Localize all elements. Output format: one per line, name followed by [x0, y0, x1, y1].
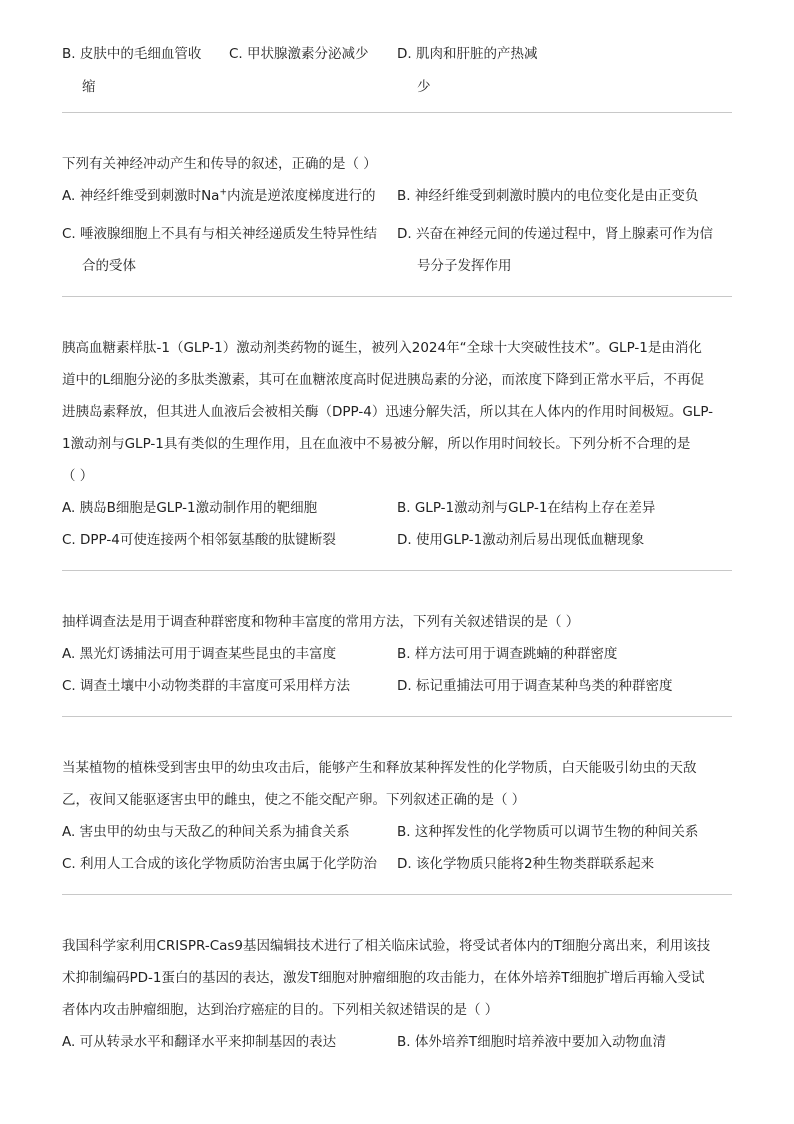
q3-option-a: A. 黑光灯诱捕法可用于调查某些昆虫的丰富度 — [62, 646, 337, 662]
q1-option-d-line1: D. 兴奋在神经元间的传递过程中，肾上腺素可作为信 — [397, 226, 713, 242]
q5-option-a: A. 可从转录水平和翻译水平来抑制基因的表达 — [62, 1034, 337, 1050]
q3-option-c: C. 调查土壤中小动物类群的丰富度可采用样方法 — [62, 678, 351, 694]
q1-option-c-line2: 合的受体 — [82, 258, 136, 274]
q0-option-d-line2: 少 — [417, 79, 431, 95]
q2-option-b: B. GLP-1激动剂与GLP-1在结构上存在差异 — [397, 500, 656, 516]
q3-stem: 抽样调查法是用于调查种群密度和物种丰富度的常用方法，下列有关叙述错误的是（ ） — [62, 614, 580, 630]
divider — [62, 570, 732, 571]
divider — [62, 716, 732, 717]
q2-stem-line2: 道中的L细胞分泌的多肽类激素，其可在血糖浓度高时促进胰岛素的分泌，而浓度下降到正常水平后，不再促 — [62, 372, 705, 388]
q2-stem-line5: （ ） — [62, 468, 94, 484]
q1-option-d-line2: 号分子发挥作用 — [417, 258, 512, 274]
q4-option-d: D. 该化学物质只能将2种生物类群联系起来 — [397, 856, 655, 872]
q5-stem-line1: 我国科学家利用CRISPR-Cas9基因编辑技术进行了相关临床试验，将受试者体内的T细胞分离出来，利用该技 — [62, 938, 711, 954]
q4-option-b: B. 这种挥发性的化学物质可以调节生物的种间关系 — [397, 824, 699, 840]
q1-option-a — [62, 186, 376, 206]
divider — [62, 112, 732, 113]
q2-option-c: C. DPP-4可使连接两个相邻氨基酸的肽键断裂 — [62, 532, 336, 548]
divider — [62, 894, 732, 895]
q5-stem-line2: 术抑制编码PD-1蛋白的基因的表达，激发T细胞对肿瘤细胞的攻击能力，在体外培养T细胞扩增后再输入受试 — [62, 970, 705, 986]
q1-stem: 下列有关神经冲动产生和传导的叙述，正确的是（ ） — [62, 156, 377, 172]
q4-option-c: C. 利用人工合成的该化学物质防治害虫属于化学防治 — [62, 856, 378, 872]
q1-option-a-superscript: + — [219, 187, 227, 198]
q0-option-b-line1: B. 皮肤中的毛细血管收 — [62, 46, 202, 62]
q0-option-d-line1: D. 肌肉和肝脏的产热减 — [397, 46, 538, 62]
q1-option-b: B. 神经纤维受到刺激时膜内的电位变化是由正变负 — [397, 188, 699, 204]
q3-option-b: B. 样方法可用于调查跳蝻的种群密度 — [397, 646, 618, 662]
q2-stem-line3: 进胰岛素释放，但其进人血液后会被相关酶（DPP-4）迅速分解失活，所以其在人体内的作用时间极短。GLP- — [62, 404, 714, 420]
q2-stem-line1: 胰高血糖素样肽-1（GLP-1）激动剂类药物的诞生，被列入2024年“全球十大突破性技术”。GLP-1是由消化 — [62, 340, 702, 356]
q3-option-d: D. 标记重捕法可用于调查某种鸟类的种群密度 — [397, 678, 673, 694]
q4-stem-line2: 乙，夜间又能驱逐害虫甲的雌虫，使之不能交配产卵。下列叙述正确的是（ ） — [62, 792, 526, 808]
q2-option-d: D. 使用GLP-1激动剂后易出现低血糖现象 — [397, 532, 645, 548]
q5-option-b: B. 体外培养T细胞时培养液中要加入动物血清 — [397, 1034, 667, 1050]
q4-stem-line1: 当某植物的植株受到害虫甲的幼虫攻击后，能够产生和释放某种挥发性的化学物质，白天能吸引幼虫的天敌 — [62, 760, 697, 776]
q2-option-a: A. 胰岛B细胞是GLP-1激动制作用的靶细胞 — [62, 500, 318, 516]
divider — [62, 296, 732, 297]
q1-option-a-text-rest: 内流是逆浓度梯度进行的 — [227, 188, 376, 204]
q4-option-a: A. 害虫甲的幼虫与天敌乙的种间关系为捕食关系 — [62, 824, 350, 840]
q1-option-c-line1: C. 唾液腺细胞上不具有与相关神经递质发生特异性结 — [62, 226, 378, 242]
q0-option-b-line2: 缩 — [82, 79, 96, 95]
q0-option-c: C. 甲状腺激素分泌减少 — [229, 46, 369, 62]
q5-stem-line3: 者体内攻击肿瘤细胞，达到治疗癌症的目的。下列相关叙述错误的是（ ） — [62, 1002, 499, 1018]
q2-stem-line4: 1激动剂与GLP-1具有类似的生理作用，且在血液中不易被分解，所以作用时间较长。下列分析不合理的是 — [62, 436, 691, 452]
q1-option-a-text: A. 神经纤维受到刺激时Na — [62, 188, 220, 204]
